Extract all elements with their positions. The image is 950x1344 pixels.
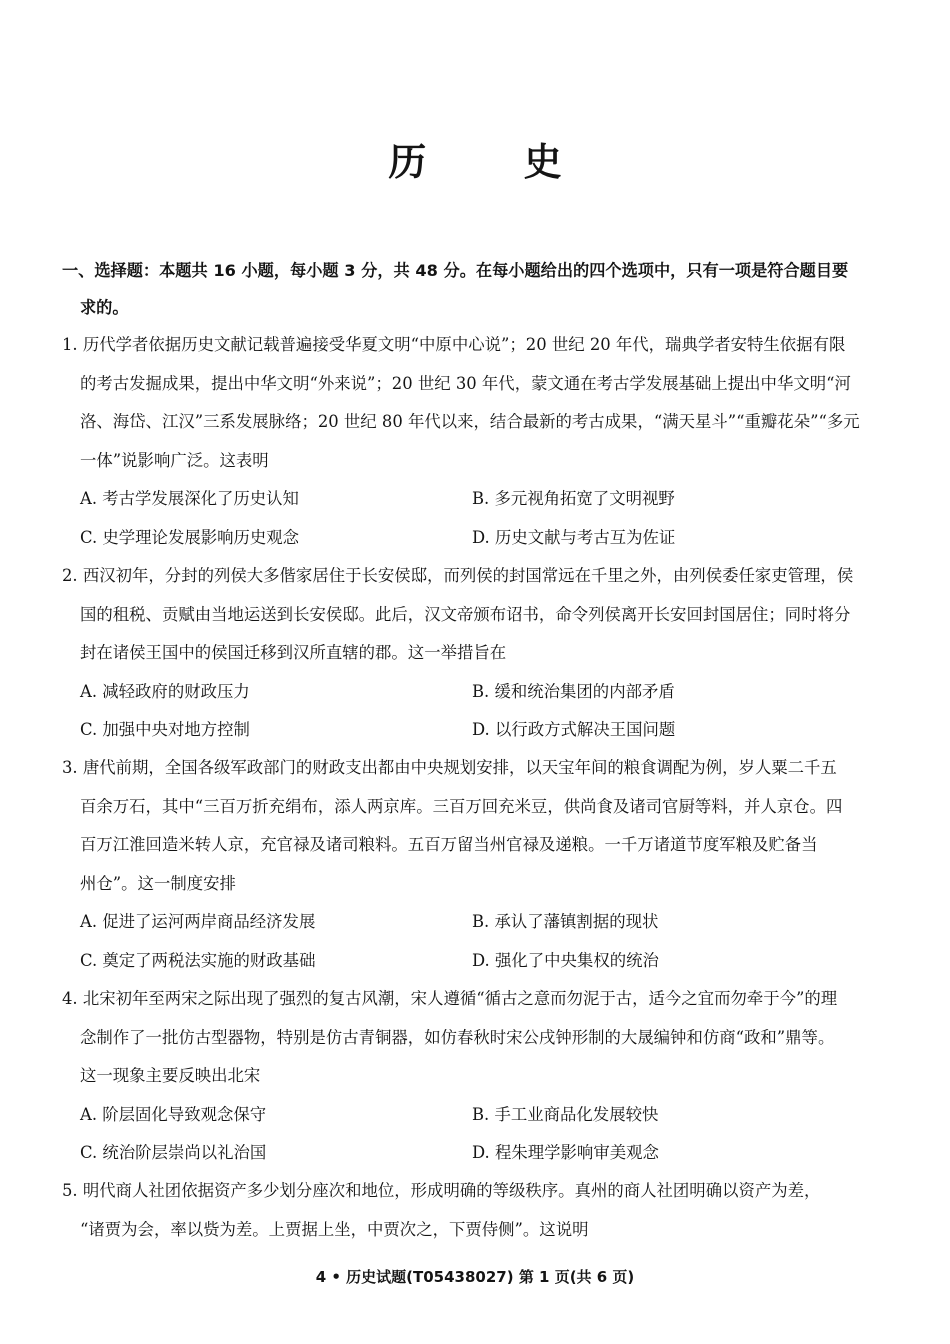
- question-3-line: 百余万石，其中“三百万折充绢布，添人两京库。三百万回充米豆，供尚食及诸司官厨等料，并人京仓。四: [80, 796, 843, 816]
- option-b: B. 手工业商品化发展较快: [472, 1104, 659, 1124]
- question-1-line: 的考古发掘成果，提出中华文明“外来说”；20 世纪 30 年代，蒙文通在考古学发展基础上提出中华文明“河: [80, 373, 851, 393]
- question-3-options: [62, 903, 892, 980]
- option-a: A. 考古学发展深化了历史认知: [80, 489, 299, 508]
- option-c: C. 加强中央对地方控制: [80, 720, 250, 739]
- question-2-line: 2. 西汉初年，分封的列侯大多偕家居住于长安侯邸，而列侯的封国常远在千里之外，由列侯委任家吏管理，侯: [62, 566, 854, 585]
- option-d: D. 程朱理学影响审美观念: [472, 1143, 659, 1162]
- section-heading-line1: 一、选择题：本题共 16 小题，每小题 3 分，共 48 分。在每小题给出的四个选项中，只有一项是符合题目要: [62, 261, 849, 280]
- option-d: D. 历史文献与考古互为佐证: [472, 527, 676, 547]
- question-3-line: 3. 唐代前期，全国各级军政部门的财政支出都由中央规划安排，以天宝年间的粮食调配为例，岁人粟二千五: [62, 758, 837, 777]
- question-1-options: [62, 480, 892, 557]
- option-d: D. 强化了中央集权的统治: [472, 950, 659, 970]
- option-a: A. 阶层固化导致观念保守: [80, 1104, 267, 1124]
- question-3: [62, 749, 892, 980]
- option-c: C. 奠定了两税法实施的财政基础: [80, 950, 316, 970]
- section-heading-line2: 求的。: [80, 298, 129, 317]
- option-b: B. 缓和统治集团的内部矛盾: [472, 681, 675, 701]
- question-2-options: [62, 673, 892, 750]
- question-1-line: 一体”说影响广泛。这表明: [80, 450, 269, 470]
- option-b: B. 多元视角拓宽了文明视野: [472, 489, 675, 508]
- option-a: A. 促进了运河两岸商品经济发展: [80, 912, 316, 931]
- question-4-options: [62, 1096, 892, 1173]
- question-4-line: 4. 北宋初年至两宋之际出现了强烈的复古风潮，宋人遵循“循古之意而勿泥于古，适今之宜而勿牵于今”的理: [62, 989, 838, 1008]
- question-2: [62, 557, 892, 750]
- question-4-line: 念制作了一批仿古型器物，特别是仿古青铜器，如仿春秋时宋公戌钟形制的大晟编钟和仿商“政和”鼎等。: [80, 1027, 835, 1047]
- question-1-line: 1. 历代学者依据历史文献记载普遍接受华夏文明“中原中心说”；20 世纪 20 年代，瑞典学者安特生依据有限: [62, 335, 846, 354]
- section-heading: [62, 252, 892, 326]
- question-3-line: 州仓”。这一制度安排: [80, 873, 236, 893]
- question-5: [62, 1172, 892, 1249]
- question-2-line: 国的租税、贡赋由当地运送到长安侯邸。此后，汉文帝颁布诏书，命令列侯离开长安回封国居住；同时将分: [80, 604, 851, 624]
- option-d: D. 以行政方式解决王国问题: [472, 720, 676, 739]
- option-b: B. 承认了藩镇割据的现状: [472, 912, 659, 931]
- question-5-line: “诸贾为会，率以赀为差。上贾据上坐，中贾次之，下贾侍侧”。这说明: [80, 1219, 589, 1239]
- question-4: [62, 980, 892, 1173]
- question-2-line: 封在诸侯王国中的侯国迁移到汉所直辖的郡。这一举措旨在: [80, 643, 507, 662]
- question-3-line: 百万江淮回造米转人京，充官禄及诸司粮料。五百万留当州官禄及递粮。一千万诸道节度军粮及贮备当: [80, 835, 818, 854]
- question-5-line: 5. 明代商人社团依据资产多少划分座次和地位，形成明确的等级秩序。真州的商人社团明确以资产为差，: [62, 1181, 821, 1200]
- page-footer: 4 • 历史试题(T05438027) 第 1 页(共 6 页): [315, 1268, 635, 1286]
- question-4-line: 这一现象主要反映出北宋: [80, 1066, 261, 1085]
- option-c: C. 统治阶层崇尚以礼治国: [80, 1143, 267, 1162]
- option-c: C. 史学理论发展影响历史观念: [80, 527, 300, 547]
- option-a: A. 减轻政府的财政压力: [80, 681, 250, 701]
- page-title: 历 史: [388, 140, 604, 184]
- question-1-line: 洛、海岱、江汉”三系发展脉络；20 世纪 80 年代以来，结合最新的考古成果，“满天星斗”“重瓣花朵”“多元: [80, 412, 860, 431]
- question-1: [62, 326, 892, 557]
